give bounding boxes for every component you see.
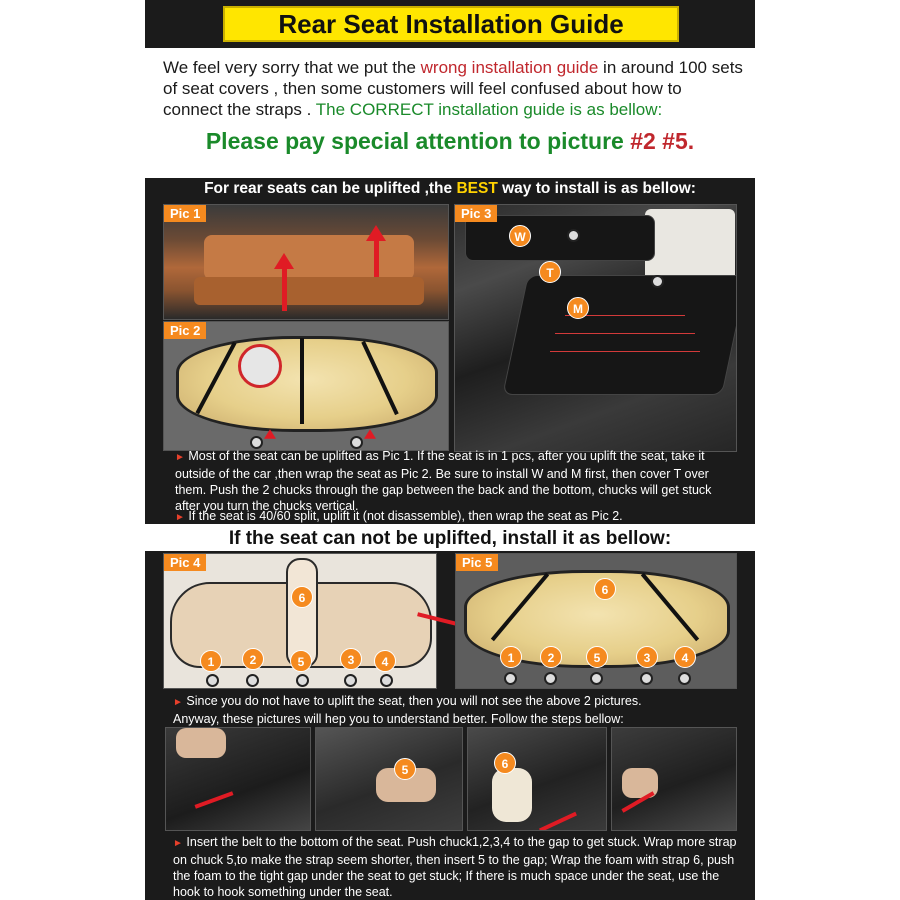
badge-3: 3	[636, 646, 658, 668]
red-stitching	[550, 351, 700, 352]
red-arrow-icon	[364, 429, 376, 439]
chuck	[344, 674, 357, 687]
section1-heading-part1: For rear seats can be uplifted ,the	[204, 180, 457, 197]
badge-5: 5	[586, 646, 608, 668]
pic1-label: Pic 1	[164, 205, 206, 222]
bullet-triangle-icon: ►	[175, 452, 185, 463]
attention-pics: #2 #5.	[630, 128, 695, 154]
bullet-triangle-icon: ►	[173, 697, 183, 708]
apology-part1: We feel very sorry that we put the	[163, 58, 421, 77]
section1-heading-best: BEST	[456, 180, 498, 197]
hand	[176, 728, 226, 758]
apology-text	[163, 57, 743, 120]
seat-foam	[176, 336, 438, 432]
apology-highlight: wrong installation guide	[420, 58, 599, 77]
chuck	[544, 672, 557, 685]
badge-m: M	[567, 297, 589, 319]
chuck	[380, 674, 393, 687]
red-arrow-icon	[195, 791, 234, 808]
red-arrow-icon	[539, 812, 577, 831]
pic2-label: Pic 2	[164, 322, 206, 339]
seat-cushion	[502, 275, 737, 395]
chuck	[296, 674, 309, 687]
section2-desc2	[173, 834, 743, 900]
uplift-arrow-right-stem	[374, 239, 379, 277]
uplift-arrow-right-icon	[366, 225, 386, 241]
uplift-arrow-left-icon	[274, 253, 294, 269]
pic5-photo	[455, 553, 737, 689]
chuck	[678, 672, 691, 685]
section1-heading	[145, 180, 755, 198]
step-photo-1	[165, 727, 311, 831]
page-title: Rear Seat Installation Guide	[223, 6, 679, 42]
pic4-photo	[163, 553, 437, 689]
badge-4: 4	[374, 650, 396, 672]
attention-text: Please pay special attention to picture	[205, 128, 631, 154]
pic3-photo	[454, 204, 737, 452]
badge-5: 5	[394, 758, 416, 780]
badge-1: 1	[500, 646, 522, 668]
chuck	[651, 275, 664, 288]
section1-desc2	[175, 508, 735, 526]
badge-4: 4	[674, 646, 696, 668]
pic3-label: Pic 3	[455, 205, 497, 222]
chuck	[590, 672, 603, 685]
badge-2: 2	[242, 648, 264, 670]
chuck	[567, 229, 580, 242]
badge-t: T	[539, 261, 561, 283]
section-uplifted	[145, 178, 755, 524]
step-photo-3	[467, 727, 607, 831]
rear-seat-bottom	[194, 277, 424, 305]
pic4-label: Pic 4	[164, 554, 206, 571]
strap	[300, 338, 304, 424]
red-arrow-icon	[264, 429, 276, 439]
installation-guide-page	[145, 0, 755, 900]
section1-desc1	[175, 448, 735, 514]
step-photo-4	[611, 727, 737, 831]
foam-piece	[492, 768, 532, 822]
badge-6: 6	[594, 578, 616, 600]
section1-desc1-text: Most of the seat can be uplifted as Pic 1. If the seat is in 1 pcs, after you uplift the seat, take it outside of the car ,then wrap the seat as Pic 2. Be sure to install W and M first, then cover T over them. Push the 2 chucks through the gap between the back and the bottom, chucks will get stuck after you turn the chucks vertical.	[175, 449, 712, 513]
uplift-arrow-left-stem	[282, 267, 287, 311]
badge-2: 2	[540, 646, 562, 668]
chuck	[504, 672, 517, 685]
pic2-photo	[163, 321, 449, 451]
section2-heading: If the seat can not be uplifted, install it as bellow:	[145, 527, 755, 551]
chuck	[246, 674, 259, 687]
badge-6: 6	[291, 586, 313, 608]
section2-desc1	[173, 693, 743, 727]
badge-5: 5	[290, 650, 312, 672]
badge-3: 3	[340, 648, 362, 670]
step-photo-2	[315, 727, 463, 831]
red-stitching	[555, 333, 695, 334]
apology-correct: The CORRECT installation guide is as bellow:	[315, 100, 663, 119]
pic1-photo	[163, 204, 449, 320]
section2-desc1-line2: Anyway, these pictures will hep you to understand better. Follow the steps bellow:	[173, 712, 624, 726]
badge-w: W	[509, 225, 531, 247]
badge-6: 6	[494, 752, 516, 774]
title-bar	[145, 0, 755, 48]
section1-heading-part2: way to install is as bellow:	[497, 180, 696, 197]
rear-seat-back	[204, 235, 414, 280]
pic5-label: Pic 5	[456, 554, 498, 571]
bullet-triangle-icon: ►	[173, 838, 183, 849]
badge-1: 1	[200, 650, 222, 672]
section2-desc1-line1: Since you do not have to uplift the seat, then you will not see the above 2 pictures.	[186, 694, 642, 708]
bullet-triangle-icon: ►	[175, 512, 185, 523]
attention-note	[145, 128, 755, 155]
section2-desc2-text: Insert the belt to the bottom of the seat. Push chuck1,2,3,4 to the gap to get stuck. Wrap more strap on chuck 5,to make the strap seem shorter, then insert 5 to the gap; Wrap the foam with strap 6, push the foam to the tight gap under the seat to get stuck; If there is much space under the seat, use the hook to hook something under the seat.	[173, 835, 737, 899]
chuck-highlight-circle	[238, 344, 282, 388]
chuck	[206, 674, 219, 687]
apology-part2: in around 100 sets of seat covers , then some customers will feel confused about how to connect the straps .	[163, 58, 743, 119]
chuck	[640, 672, 653, 685]
section-not-uplifted	[145, 551, 755, 900]
section1-desc2-text: If the seat is 40/60 split, uplift it (not disassemble), then wrap the seat as Pic 2.	[188, 509, 623, 523]
